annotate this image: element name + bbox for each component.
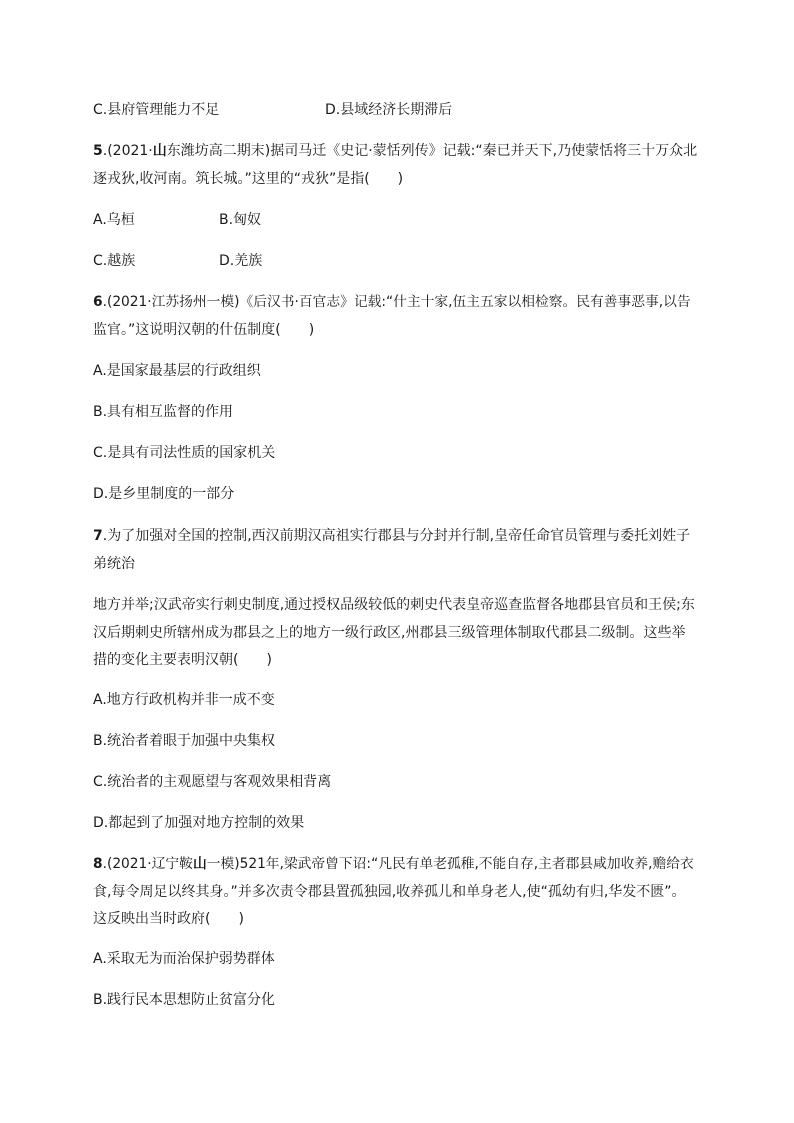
q6-stem-line-2: 监官。”这说明汉朝的什伍制度( )	[93, 322, 315, 338]
q7-option-a: A.地方行政机构并非一成不变	[93, 692, 275, 708]
q7-option-d: D.都起到了加强对地方控制的效果	[93, 815, 305, 831]
q8-number: 8	[93, 856, 103, 872]
q7-stem-rest: .为了加强对全国的控制,西汉前期汉高祖实行郡县与分封并行制,皇帝任命官员管理与委托刘姓子	[102, 528, 691, 544]
q6-number: 6	[93, 294, 103, 310]
q8-stem-rest: 一模)521年,梁武帝曾下诏:“凡民有单老孤稚,不能自存,主者郡县咸加收养,赡给衣	[206, 856, 694, 872]
q7-stem-line-4: 汉后期刺史所辖州成为郡县之上的地方一级行政区,州郡县三级管理体制取代郡县二级制。这些举	[93, 625, 686, 641]
q5-stem-rest: 东潍坊高二期末)据司马迁《史记·蒙恬列传》记载:“秦已并天下,乃使蒙恬将三十万众北	[166, 143, 698, 159]
q7-option-c: C.统治者的主观愿望与客观效果相背离	[93, 774, 332, 790]
q8-stem-line-3: 这反映出当时政府( )	[93, 911, 244, 927]
q5-option-c: C.越族	[93, 253, 136, 269]
q6-option-c: C.是具有司法性质的国家机关	[93, 445, 276, 461]
q6-stem-line-1	[93, 292, 691, 312]
q6-option-a: A.是国家最基层的行政组织	[93, 363, 261, 379]
q6-option-d: D.是乡里制度的一部分	[93, 486, 235, 502]
q5-stem-line-1	[93, 141, 697, 161]
q5-stem-prefix: .(2021·	[102, 143, 153, 159]
q5-source-bold: 山	[152, 143, 167, 159]
q7-number: 7	[93, 528, 103, 544]
q5-number: 5	[93, 143, 103, 159]
q7-stem-line-3: 地方并举;汉武帝实行刺史制度,通过授权品级较低的刺史代表皇帝巡查监督各地郡县官员和王侯;东	[93, 597, 695, 613]
q8-option-a: A.采取无为而治保护弱势群体	[93, 951, 275, 967]
q5-option-a: A.乌桓	[93, 212, 135, 228]
q8-stem-prefix: .(2021·辽宁鞍	[102, 856, 193, 872]
q5-option-d: D.羌族	[219, 253, 263, 269]
q8-stem-line-1	[93, 854, 694, 874]
q7-stem-line-2: 弟统治	[93, 556, 135, 572]
q7-stem-line-1	[93, 526, 690, 546]
q8-option-b: B.践行民本思想防止贫富分化	[93, 992, 276, 1008]
q6-option-b: B.具有相互监督的作用	[93, 404, 234, 420]
q8-source-bold: 山	[192, 856, 207, 872]
q4-option-d: D.县域经济长期滞后	[325, 102, 453, 118]
q5-option-b: B.匈奴	[219, 212, 262, 228]
q8-stem-line-2: 食,每令周足以终其身。”并多次责令郡县置孤独园,收养孤儿和单身老人,使“孤幼有归,华发不匮”。	[93, 884, 686, 900]
q6-stem-rest: .(2021·江苏扬州一模)《后汉书·百官志》记载:“什主十家,伍主五家以相检察。民有善事恶事,以告	[102, 294, 691, 310]
q4-option-c: C.县府管理能力不足	[93, 102, 220, 118]
q7-stem-line-5: 措的变化主要表明汉朝( )	[93, 652, 272, 668]
q5-stem-line-2: 逐戎狄,收河南。筑长城。”这里的“戎狄”是指( )	[93, 171, 404, 187]
q7-option-b: B.统治者着眼于加强中央集权	[93, 733, 276, 749]
